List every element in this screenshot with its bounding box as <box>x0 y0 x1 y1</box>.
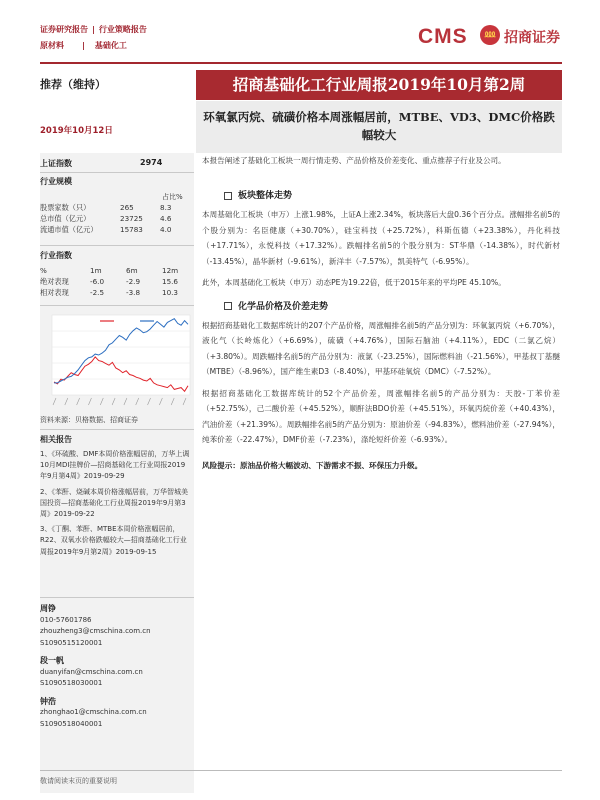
analyst-email[interactable]: duanyifan@cmschina.com.cn <box>40 667 143 676</box>
table-row <box>40 287 190 298</box>
chart-source: 资料来源：贝格数据、招商证券 <box>40 416 138 424</box>
section1-paragraph: 此外，本周基础化工板块（申万）动态PE为19.22倍，低于2015年来的平均PE 45.10%。 <box>202 278 506 287</box>
perf-cell: 10.3 <box>162 288 179 297</box>
chart-x-tick-label <box>53 398 56 405</box>
scale-row-pct: 4.0 <box>160 225 172 234</box>
chart-x-tick-label <box>159 398 162 405</box>
chart-x-tick-label <box>77 398 80 405</box>
index-value: 2974 <box>140 158 163 167</box>
perf-title: 行业指数 <box>40 251 72 260</box>
table-row <box>40 276 190 287</box>
report-subtitle: 环氧氯丙烷、硫磺价格本周涨幅居前，MTBE、VD3、DMC价格跌幅较大 <box>203 110 555 142</box>
square-bullet-icon <box>224 192 232 200</box>
section2-paragraph: 根据招商基础化工数据库统计的52个产品价差，周涨幅排名前5的产品分别为：天胶-丁苯价差（+52.75%），己二酸价差（+45.52%），顺酐法BDO价差（+45.51%），环氧丙烷价差（+40.43%），汽油价差（+21.39%）。周跌幅排名前5的产品分别为：原油价差（-94.83%），燃料油价差（-27.94%），纯苯价差（-22.47%），DMF价差（-7.23%），涤纶短纤价差（-6.93%）。 <box>202 388 560 444</box>
perf-header-cell: 12m <box>162 266 179 275</box>
chart-x-tick-label <box>171 398 174 405</box>
scale-table <box>40 202 190 235</box>
sidebar-divider <box>40 245 194 246</box>
chart-x-tick-label <box>88 398 91 405</box>
header-line-1: 证券研究报告 | 行业策略报告 <box>40 25 147 34</box>
scale-row-pct: 8.3 <box>160 203 172 212</box>
analyst-phone: 010-57601786 <box>40 615 92 624</box>
perf-header-cell: % <box>40 266 47 275</box>
table-row <box>40 265 190 276</box>
analyst-cert: S1090518040001 <box>40 719 103 728</box>
scale-pct-header: 占比% <box>162 193 183 201</box>
section-heading <box>224 299 560 312</box>
chart-x-tick-label <box>124 398 127 405</box>
company-logo <box>418 22 562 52</box>
performance-chart <box>40 311 194 411</box>
logo-emblem-icon: ⅏ <box>480 25 500 45</box>
sidebar-divider <box>40 305 194 306</box>
sector-label: 原材料 <box>40 41 64 50</box>
index-label: 上证指数 <box>40 159 72 168</box>
logo-cms-text: CMS <box>418 25 468 48</box>
analyst-cert: S1090518030001 <box>40 679 103 687</box>
section-title: 板块整体走势 <box>238 191 293 201</box>
section1-paragraph: 本周基础化工板块（申万）上涨1.98%，上证A上涨2.34%，板块落后大盘0.36个百分点。涨幅排名前5的个股分别为：名臣健康（+30.70%），硅宝科技（+25.72%），科斯伍德（+23.38%），丹化科技（+17.71%），永悦科技（+17.32%）。跌幅排名前5的个股分别为：ST华鼎（-14.38%），时代新材（-13.45%），晶华新材（-9.61%），新洋丰（-7.57%），凯美特气（-6.95%）。 <box>202 210 560 266</box>
scale-row-label: 股票家数（只） <box>40 202 91 212</box>
perf-row-label: 绝对表现 <box>40 276 69 286</box>
chart-x-tick-label <box>183 398 186 405</box>
perf-table <box>40 265 190 298</box>
sidebar-divider <box>40 597 194 598</box>
related-report-link[interactable]: 2、《苯酐、烧碱本周价格涨幅居前，万华智城美国投资—招商基础化工行业周报2019年9月第3周》2019-09-22 <box>40 487 188 519</box>
analyst-cert: S1090515120001 <box>40 638 103 647</box>
related-reports-list <box>40 449 190 558</box>
section-heading <box>224 188 560 201</box>
perf-cell: -2.9 <box>126 277 141 286</box>
perf-cell: 15.6 <box>162 277 179 286</box>
header-divider <box>40 62 562 64</box>
analyst-name: 段一帆 <box>40 656 64 665</box>
header-line-2: 原材料 | 基础化工 <box>40 41 127 50</box>
report-type-label: 证券研究报告 <box>40 25 88 34</box>
footer-divider <box>40 770 562 771</box>
report-subtype-label: 行业策略报告 <box>98 25 147 34</box>
scale-row-value: 265 <box>120 203 134 212</box>
sidebar-divider <box>40 172 194 173</box>
table-row <box>40 224 190 235</box>
perf-cell: -3.8 <box>126 288 141 297</box>
scale-title: 行业规模 <box>40 177 72 186</box>
sidebar <box>40 153 194 793</box>
chart-x-tick-label <box>112 398 115 405</box>
analyst-name: 周铮 <box>40 604 56 613</box>
perf-header-cell: 6m <box>126 266 138 275</box>
logo-chinese-text: 招商证券 <box>504 30 560 46</box>
scale-row-value: 15783 <box>120 225 143 234</box>
main-content <box>202 154 560 473</box>
section2-paragraph: 根据招商基础化工数据库统计的207个产品价格，周涨幅排名前5的产品分别为：环氧氯丙烷（+6.70%），液化气（长岭炼化）（+6.69%），硫磺（+4.76%），国际石脑油（+4.11%），EDC（二氯乙烷）（+3.80%）。周跌幅排名前5的产品分别为：液氯（-23.25%），国际燃料油（-21.56%），甲基叔丁基醚（MTBE）（-8.96%），国产维生素D3（-8.40%），甲基环硅氧烷（DMC）（-7.52%）。 <box>202 320 560 376</box>
report-date: 2019年10月12日 <box>40 126 113 136</box>
analyst-list <box>40 603 190 730</box>
risk-note: 风险提示：原油品价格大幅波动、下游需求不振、环保压力升级。 <box>202 460 423 470</box>
sidebar-divider <box>40 429 194 430</box>
scale-row-pct: 4.6 <box>160 214 172 223</box>
scale-row-label: 总市值（亿元） <box>40 213 91 223</box>
table-row <box>40 213 190 224</box>
scale-row-value: 23725 <box>120 214 143 223</box>
analyst-email[interactable]: zhonghao1@cmschina.com.cn <box>40 708 147 716</box>
chart-x-tick-label <box>136 398 139 405</box>
section-title: 化学品价格及价差走势 <box>238 301 329 312</box>
table-row <box>40 202 190 213</box>
industry-label: 基础化工 <box>94 41 127 50</box>
perf-header-cell: 1m <box>90 266 102 275</box>
rating-label: 推荐（维持） <box>40 78 106 91</box>
square-bullet-icon <box>224 302 232 310</box>
chart-x-tick-label <box>100 398 103 405</box>
scale-row-label: 流通市值（亿元） <box>40 224 98 234</box>
footer-note: 敬请阅读末页的重要说明 <box>40 777 117 785</box>
report-title: 招商基础化工行业周报2019年10月第2周 <box>196 70 562 100</box>
analyst-name: 钟浩 <box>40 696 56 706</box>
intro-paragraph: 本报告阐述了基础化工板块一周行情走势、产品价格及价差变化、重点推荐子行业及公司。 <box>202 156 506 165</box>
related-report-link[interactable]: 3、《丁酮、苯酐、MTBE本周价格涨幅居前，R22、双氧水价格跌幅较大—招商基础化工行业周报2019年9月第2周》2019-09-15 <box>40 525 187 556</box>
related-title: 相关报告 <box>40 435 72 444</box>
related-report-link[interactable]: 1、《环硫酸、DMF本周价格涨幅居前，万华上调10月MDI挂牌价—招商基础化工行业周报2019年9月第4周》2019-09-29 <box>40 450 190 481</box>
analyst-email[interactable]: zhouzheng3@cmschina.com.cn <box>40 627 151 635</box>
perf-row-label: 相对表现 <box>40 287 69 297</box>
perf-cell: -2.5 <box>90 288 105 297</box>
chart-x-tick-label <box>65 398 68 405</box>
perf-cell: -6.0 <box>90 277 105 286</box>
chart-x-tick-label <box>148 398 151 405</box>
